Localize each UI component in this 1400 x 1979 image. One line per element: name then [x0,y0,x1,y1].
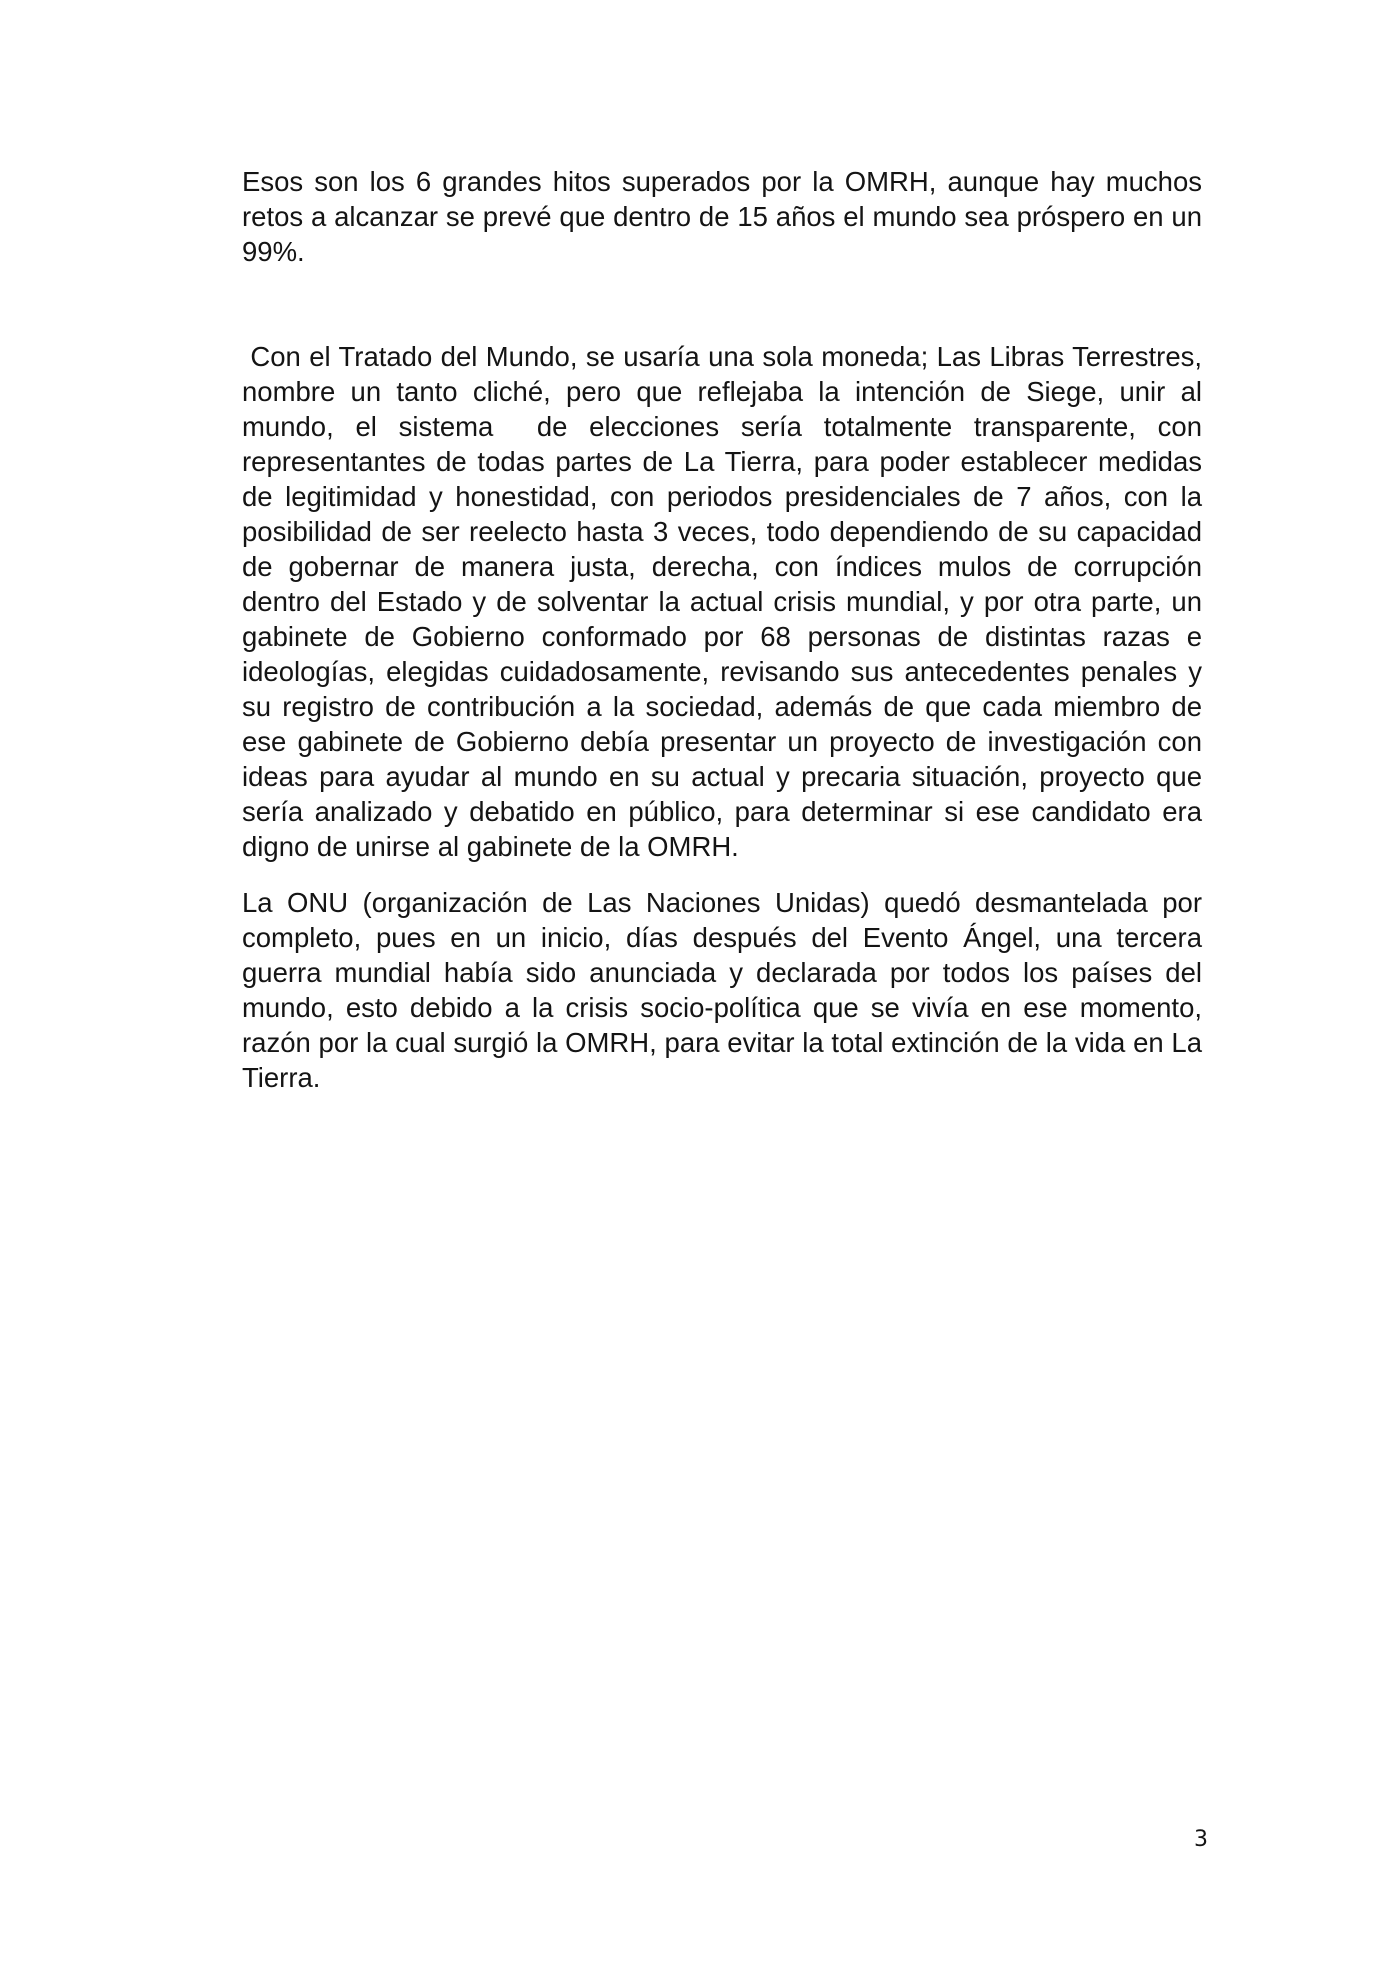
paragraph-hitos: Esos son los 6 grandes hitos superados por la OMRH, aunque hay muchos retos a alcanzar se prevé que dentro de 15 años el mundo sea próspero en un 99%. [242,166,1202,267]
paragraph-onu: La ONU (organización de Las Naciones Unidas) quedó desmantelada por completo, pues en un inicio, días después del Evento Ángel, una tercera guerra mundial había sido anunciada y declarada por todos los países del mundo, esto debido a la crisis socio-política que se vivía en ese momento, razón por la cual surgió la OMRH, para evitar la total extinción de la vida en La Tierra. [242,887,1202,1093]
document-body [242,164,1210,1095]
paragraph-tratado-del-mundo: Con el Tratado del Mundo, se usaría una sola moneda; Las Libras Terrestres, nombre un tanto cliché, pero que reflejaba la intención de Siege, unir al mundo, el sistema de elecciones sería totalmente transparente, con representantes de todas partes de La Tierra, para poder establecer medidas de legitimidad y honestidad, con periodos presidenciales de 7 años, con la posibilidad de ser reelecto hasta 3 veces, todo dependiendo de su capacidad de gobernar de manera justa, derecha, con índices mulos de corrupción dentro del Estado y de solventar la actual crisis mundial, y por otra parte, un gabinete de Gobierno conformado por 68 personas de distintas razas e ideologías, elegidas cuidadosamente, revisando sus antecedentes penales y su registro de contribución a la sociedad, además de que cada miembro de ese gabinete de Gobierno debía presentar un proyecto de investigación con ideas para ayudar al mundo en su actual y precaria situación, proyecto que sería analizado y debatido en público, para determinar si ese candidato era digno de unirse al gabinete de la OMRH. [242,341,1210,862]
page-number: 3 [1194,1827,1208,1852]
